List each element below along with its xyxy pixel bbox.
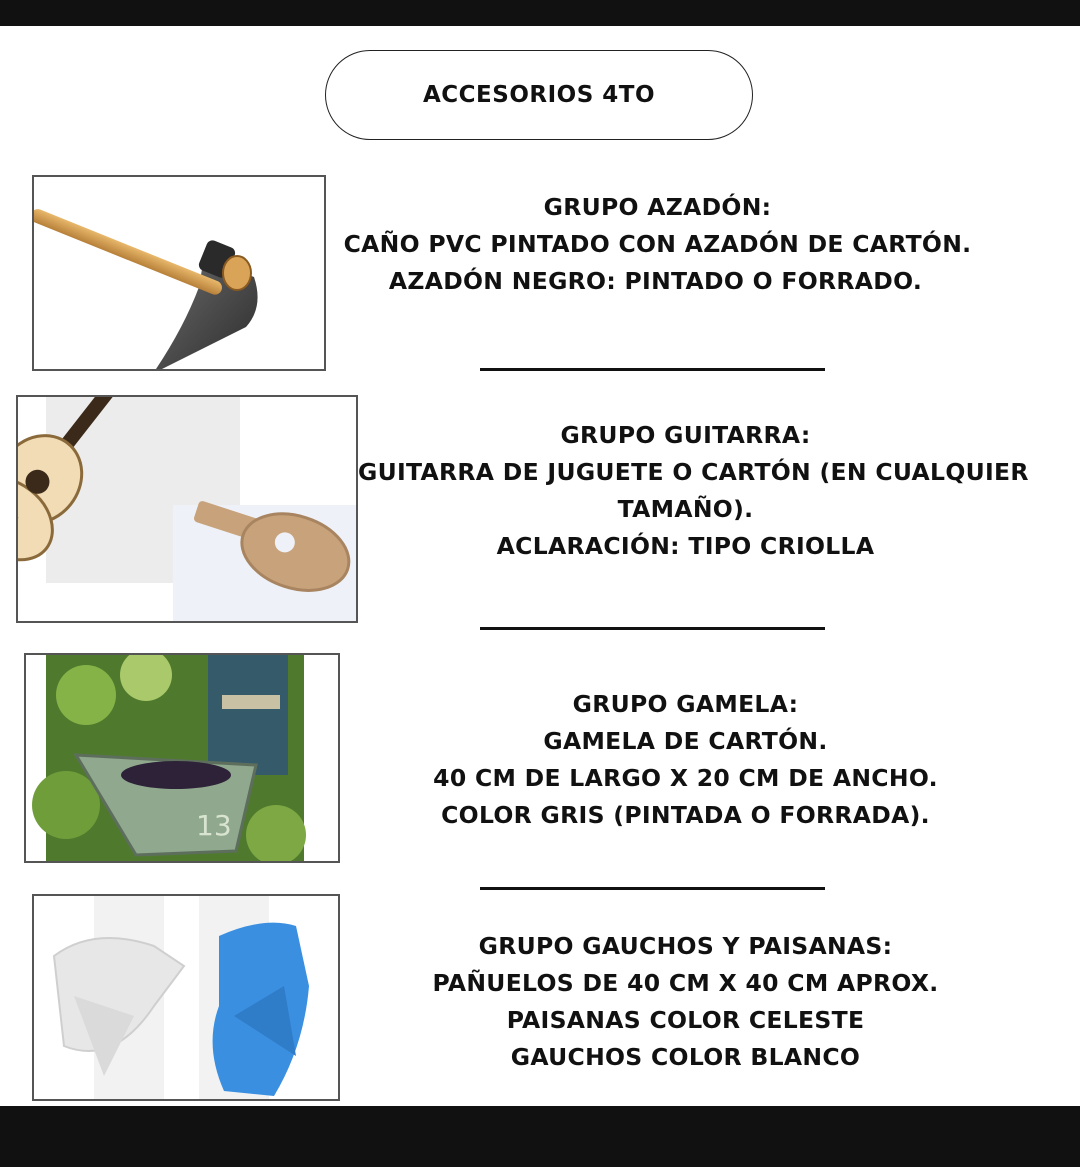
divider xyxy=(480,368,825,371)
section-line: TAMAÑO). xyxy=(617,495,754,523)
section-line: ACLARACIÓN: TIPO CRIOLLA xyxy=(496,532,875,560)
top-bar xyxy=(0,0,1080,26)
scarves-image xyxy=(32,894,340,1101)
section-line: AZADÓN NEGRO: PINTADO O FORRADO. xyxy=(388,267,923,295)
section-gauchos-text xyxy=(358,928,1013,1076)
page-title: ACCESORIOS 4TO xyxy=(422,82,656,108)
divider xyxy=(480,887,825,890)
section-line: GUITARRA DE JUGUETE O CARTÓN (EN CUALQUIER xyxy=(358,458,1029,486)
bottom-bar xyxy=(0,1106,1080,1167)
hoe-image xyxy=(32,175,326,371)
section-line: GAUCHOS COLOR BLANCO xyxy=(510,1043,861,1071)
section-heading: GRUPO GAMELA: xyxy=(572,690,799,718)
section-heading: GRUPO AZADÓN: xyxy=(543,193,772,221)
bin-number: 13 xyxy=(196,809,232,842)
section-azadon-text xyxy=(330,189,985,300)
divider xyxy=(480,627,825,630)
grape-bin-icon xyxy=(26,655,338,861)
document-page xyxy=(0,26,1080,1106)
scarves-icon xyxy=(34,896,338,1099)
section-line: GAMELA DE CARTÓN. xyxy=(543,727,828,755)
hoe-icon xyxy=(34,177,324,369)
gamela-image xyxy=(24,653,340,863)
section-line: CAÑO PVC PINTADO CON AZADÓN DE CARTÓN. xyxy=(343,230,972,258)
section-line: PAÑUELOS DE 40 CM X 40 CM APROX. xyxy=(432,969,939,997)
section-heading: GRUPO GUITARRA: xyxy=(560,421,811,449)
title-pill xyxy=(325,50,753,140)
guitar-icon xyxy=(18,397,356,621)
section-heading: GRUPO GAUCHOS Y PAISANAS: xyxy=(478,932,893,960)
section-gamela-text xyxy=(358,686,1013,834)
section-line: COLOR GRIS (PINTADA O FORRADA). xyxy=(441,801,930,829)
section-line: PAISANAS COLOR CELESTE xyxy=(506,1006,865,1034)
section-guitarra-text xyxy=(358,417,1029,565)
section-line: 40 CM DE LARGO X 20 CM DE ANCHO. xyxy=(433,764,938,792)
guitar-image xyxy=(16,395,358,623)
